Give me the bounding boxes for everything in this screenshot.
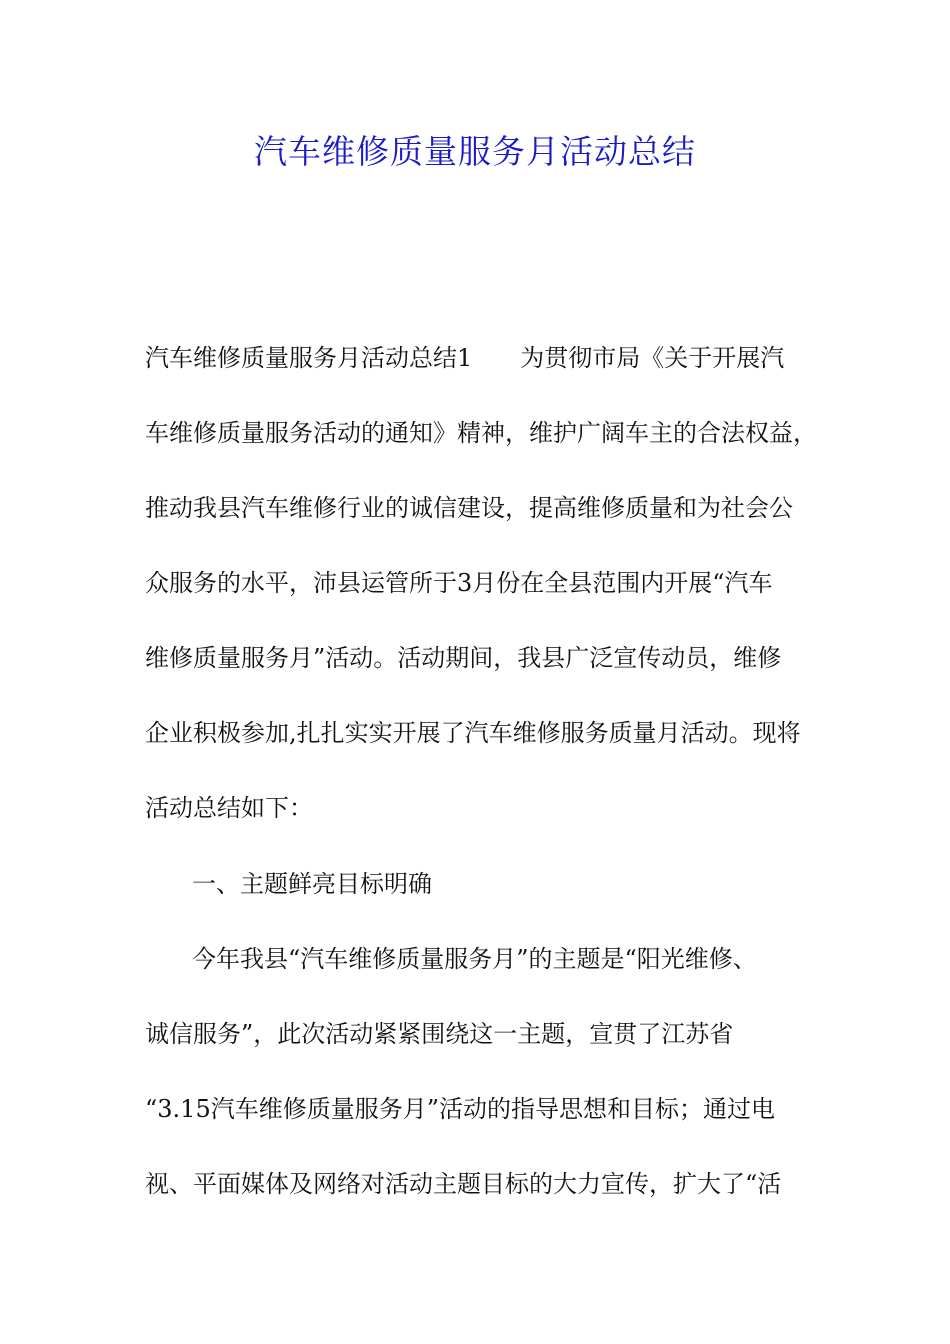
- paragraph-line: 活动总结如下：: [145, 794, 313, 822]
- paragraph-line: 众服务的水平，沛县运管所于3月份在全县范围内开展“汽车: [145, 569, 773, 597]
- paragraph-line: 企业积极参加,扎扎实实开展了汽车维修服务质量月活动。现将: [145, 719, 801, 747]
- paragraph-line: 维修质量服务月”活动。活动期间，我县广泛宣传动员，维修: [145, 644, 782, 672]
- paragraph-line: 视、平面媒体及网络对活动主题目标的大力宣传，扩大了“活: [145, 1170, 782, 1198]
- paragraph-line: 今年我县“汽车维修质量服务月”的主题是“阳光维修、: [192, 945, 757, 973]
- page-title: 汽车维修质量服务月活动总结: [254, 132, 696, 171]
- paragraph-line: 车维修质量服务活动的通知》精神，维护广阔车主的合法权益，: [145, 419, 817, 447]
- section-heading: 一、主题鲜亮目标明确: [192, 870, 432, 898]
- paragraph-line: “3.15汽车维修质量服务月”活动的指导思想和目标；通过电: [145, 1095, 775, 1123]
- paragraph-line: 推动我县汽车维修行业的诚信建设，提高维修质量和为社会公: [145, 494, 793, 522]
- paragraph-line: 汽车维修质量服务月活动总结1 为贯彻市局《关于开展汽: [145, 344, 785, 372]
- paragraph-line: 诚信服务”，此次活动紧紧围绕这一主题，宣贯了江苏省: [145, 1020, 734, 1048]
